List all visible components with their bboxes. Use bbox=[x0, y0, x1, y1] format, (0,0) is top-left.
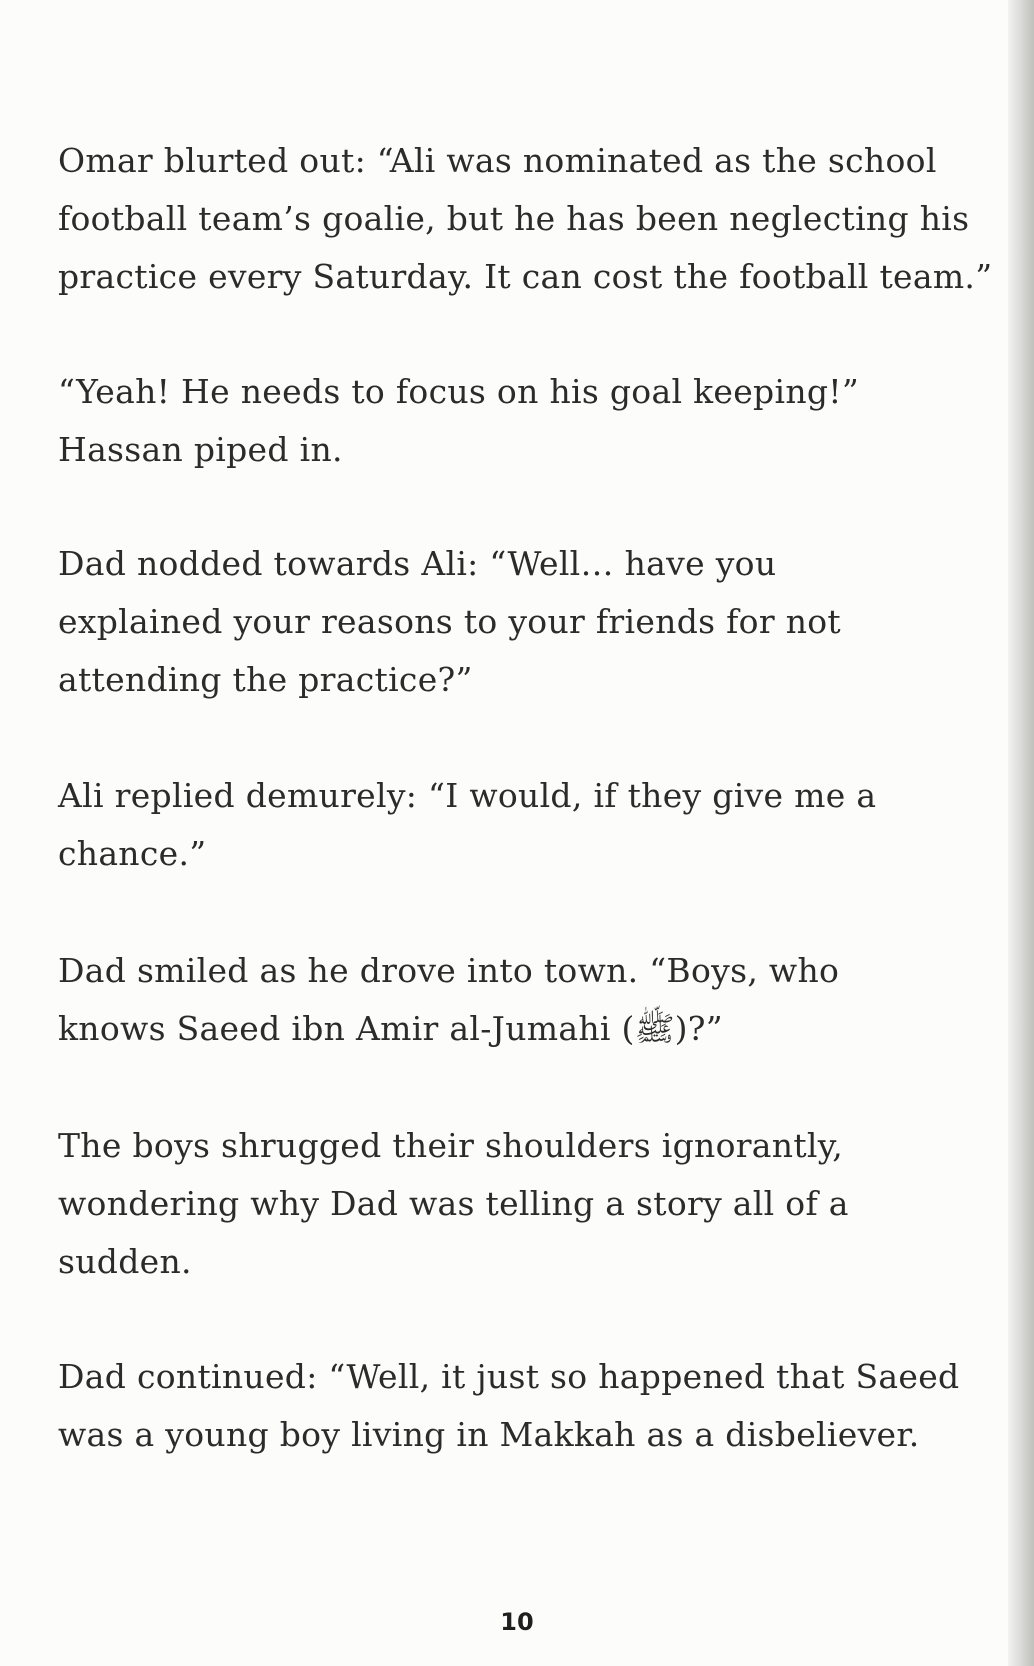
paragraph-dad-question: Dad nodded towards Ali: “Well… have you explained your reasons to your friends for not attending the practice?” bbox=[58, 544, 841, 699]
paragraph-dad-continued: Dad continued: “Well, it just so happened that Saeed was a young boy living in Makkah as a disbeliever. bbox=[58, 1357, 960, 1454]
paragraph-omar: Omar blurted out: “Ali was nominated as the school football team’s goalie, but he has been neglecting his practice every Saturday. It can cost the football team.” bbox=[58, 141, 993, 296]
paragraph-hassan: “Yeah! He needs to focus on his goal keeping!” Hassan piped in. bbox=[58, 372, 860, 469]
paragraph-boys-shrugged: The boys shrugged their shoulders ignorantly, wondering why Dad was telling a story all of a sudden. bbox=[58, 1126, 849, 1281]
paragraph-dad-smiled: Dad smiled as he drove into town. “Boys, who knows Saeed ibn Amir al-Jumahi (ﷺ)?” bbox=[58, 951, 840, 1048]
page-number: 10 bbox=[500, 1608, 534, 1636]
paragraph-ali-reply: Ali replied demurely: “I would, if they give me a chance.” bbox=[58, 776, 877, 873]
page-edge-shadow bbox=[1008, 0, 1034, 1666]
